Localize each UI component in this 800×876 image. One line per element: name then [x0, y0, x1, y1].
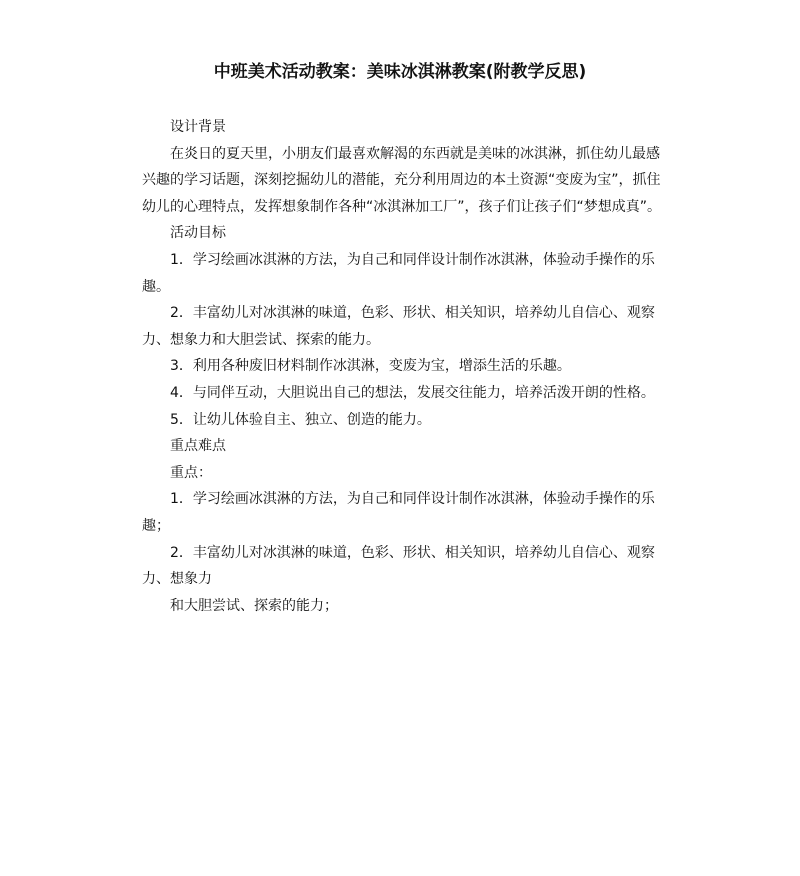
- goal-item-3: 3．利用各种废旧材料制作冰淇淋，变废为宝，增添生活的乐趣。: [170, 358, 571, 375]
- goal-item-4: 4．与同伴互动，大胆说出自己的想法，发展交往能力，培养活泼开朗的性格。: [170, 384, 655, 401]
- goal-item-1: 1．学习绘画冰淇淋的方法，为自己和同伴设计制作冰淇淋，体验动手操作的乐趣。: [142, 251, 655, 295]
- key-point-continuation: 和大胆尝试、探索的能力；: [170, 597, 338, 614]
- paragraph-background: 在炎日的夏天里，小朋友们最喜欢解渴的东西就是美味的冰淇淋，抓住幼儿最感兴趣的学习话题，深刻挖掘幼儿的潜能，充分利用周边的本土资源“变废为宝”，抓住幼儿的心理特点，发挥想象制作各种“冰淇淋加工厂”，孩子们让孩子们“梦想成真”。: [142, 145, 662, 215]
- section-heading-key-points: 重点难点: [170, 438, 226, 455]
- document-title: 中班美术活动教案：美味冰淇淋教案(附教学反思): [213, 62, 587, 82]
- key-point-item-2: 2．丰富幼儿对冰淇淋的味道，色彩、形状、相关知识，培养幼儿自信心、观察力、想象力: [142, 544, 655, 588]
- key-points-label: 重点：: [170, 464, 212, 481]
- document-body: [142, 114, 662, 619]
- section-heading-goals: 活动目标: [170, 225, 226, 242]
- goal-item-5: 5．让幼儿体验自主、独立、创造的能力。: [170, 411, 431, 428]
- section-heading-background: 设计背景: [170, 119, 226, 135]
- goal-item-2: 2．丰富幼儿对冰淇淋的味道，色彩、形状、相关知识，培养幼儿自信心、观察力、想象力和大胆尝试、探索的能力。: [142, 305, 655, 348]
- key-point-item-1: 1．学习绘画冰淇淋的方法，为自己和同伴设计制作冰淇淋，体验动手操作的乐趣；: [142, 491, 655, 534]
